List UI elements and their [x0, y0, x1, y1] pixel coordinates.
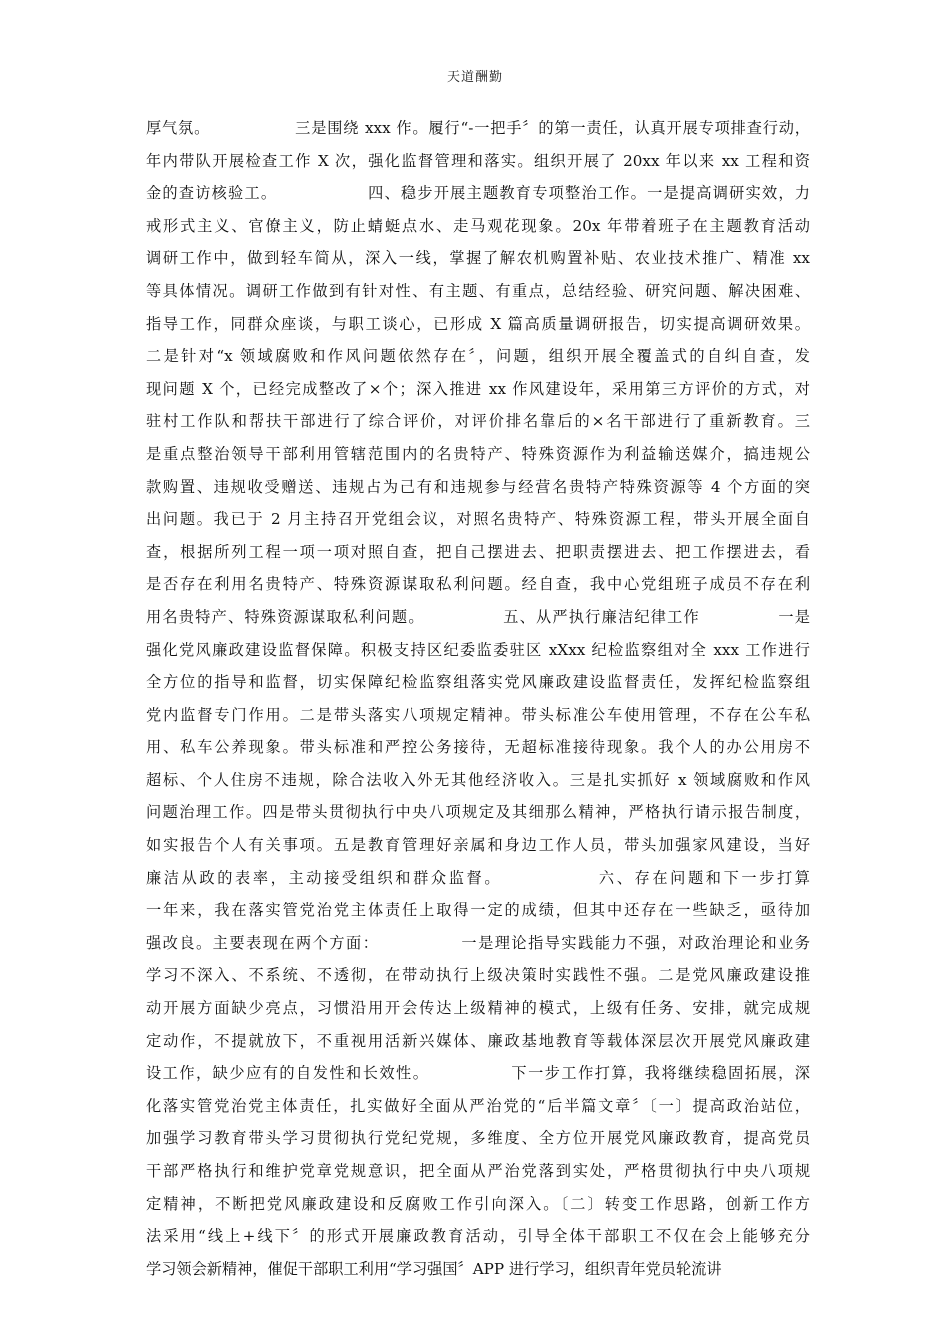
text-line: 法采用“线上+线下〞的形式开展廉政教育活动，引导全体干部职工不仅在会上能够充分 [146, 1227, 810, 1246]
text-line: 问题治理工作。四是带头贯彻执行中央八项规定及其细那么精神，严格执行请示报告制度， [146, 803, 810, 822]
text-line: 年内带队开展检查工作 X 次，强化监督管理和落实。组织开展了 20xx 年以来 xx 工程和资 [146, 151, 810, 170]
text-line: 干部严格执行和维护党章党规意识，把全面从严治党落到实处，严格贯彻执行中央八项规 [146, 1162, 810, 1180]
text-line: 一年来，我在落实管党治党主体责任上取得一定的成绩，但其中还存在一些缺乏，亟待加 [146, 901, 810, 920]
text-line: 用、私车公养现象。带头标准和严控公务接待，无超标准接待现象。我个人的办公用房不 [146, 738, 810, 757]
text-line: 现问题 X 个，已经完成整改了×个；深入推进 xx 作风建设年，采用第三方评价的方式，对 [146, 379, 810, 398]
text-line: 款购置、违规收受赠送、违规占为己有和违规参与经营名贵特产特殊资源等 4 个方面的突 [146, 477, 810, 496]
text-line: 动开展方面缺少亮点，习惯沿用开会传达上级精神的模式，上级有任务、安排，就完成规 [146, 999, 810, 1018]
text-line: 调研工作中，做到轻车简从，深入一线，掌握了解农机购置补贴、农业技术推广、精准 xx [146, 249, 810, 268]
text-line: 定精神，不断把党风廉政建设和反腐败工作引向深入。〔二〕转变工作思路，创新工作方 [146, 1194, 810, 1213]
text-line: 强改良。主要表现在两个方面： 一是理论指导实践能力不强，对政治理论和业务 [146, 933, 810, 952]
text-line: 戒形式主义、官僚主义，防止蜻蜓点水、走马观花现象。20x 年带着班子在主题教育活动 [146, 216, 810, 235]
text-line: 等具体情况。调研工作做到有针对性、有主题、有重点，总结经验、研究问题、解决困难、 [146, 281, 810, 300]
text-line: 是否存在利用名贵特产、特殊资源谋取私利问题。经自查，我中心党组班子成员不存在利 [146, 575, 810, 594]
text-line: 全方位的指导和监督，切实保障纪检监察组落实党风廉政建设监督责任，发挥纪检监察组 [146, 673, 810, 692]
text-line: 党内监督专门作用。二是带头落实八项规定精神。带头标准公车使用管理，不存在公车私 [146, 705, 810, 724]
text-line: 设工作，缺少应有的自发性和长效性。 下一步工作打算，我将继续稳固拓展，深 [146, 1064, 810, 1083]
text-line: 驻村工作队和帮扶干部进行了综合评价，对评价排名靠后的×名干部进行了重新教育。三 [146, 412, 810, 431]
text-line: 用名贵特产、特殊资源谋取私利问题。 五、从严执行廉洁纪律工作 一是 [146, 607, 810, 626]
text-line: 是重点整治领导干部利用管辖范围内的名贵特产、特殊资源作为利益输送媒介，搞违规公 [146, 444, 810, 463]
text-line: 查，根据所列工程一项一项对照自查，把自己摆进去、把职责摆进去、把工作摆进去，看 [146, 542, 810, 561]
text-line: 学习领会新精神，催促干部职工利用“学习强国〞APP 进行学习，组织青年党员轮流讲 [146, 1259, 722, 1278]
text-line: 化落实管党治党主体责任，扎实做好全面从严治党的“后半篇文章〞〔一〕提高政治站位， [146, 1096, 810, 1115]
text-line: 指导工作，同群众座谈，与职工谈心，已形成 X 篇高质量调研报告，切实提高调研效果。 [146, 314, 810, 333]
text-line: 金的查访核验工。 四、稳步开展主题教育专项整治工作。一是提高调研实效，力 [146, 184, 810, 203]
text-line: 超标、个人住房不违规，除合法收入外无其他经济收入。三是扎实抓好 x 领域腐败和作风 [146, 770, 810, 789]
text-line: 廉洁从政的表率，主动接受组织和群众监督。 六、存在问题和下一步打算 [146, 868, 810, 887]
text-line: 强化党风廉政建设监督保障。积极支持区纪委监委驻区 xXxx 纪检监察组对全 xxx 工作进行 [146, 640, 810, 659]
text-line: 厚气氛。 三是围绕 xxx 作。履行“-一把手〞的第一责任，认真开展专项排查行动， [146, 119, 810, 137]
text-line: 加强学习教育带头学习贯彻执行党纪党规，多维度、全方位开展党风廉政教育，提高党员 [146, 1129, 810, 1148]
text-line: 如实报告个人有关事项。五是教育管理好亲属和身边工作人员，带头加强家风建设，当好 [146, 836, 810, 855]
text-line: 出问题。我已于 2 月主持召开党组会议，对照名贵特产、特殊资源工程，带头开展全面自 [146, 510, 810, 529]
document-body [146, 112, 810, 1285]
text-line: 学习不深入、不系统、不透彻，在带动执行上级决策时实践性不强。二是党风廉政建设推 [146, 966, 810, 985]
text-line: 二是针对“x 领域腐败和作风问题依然存在〞，问题，组织开展全覆盖式的自纠自查，发 [146, 347, 810, 366]
page-header: 天道酬勤 [446, 70, 503, 85]
text-line: 定动作，不提就放下，不重视用活新兴媒体、廉政基地教育等载体深层次开展党风廉政建 [146, 1031, 810, 1050]
